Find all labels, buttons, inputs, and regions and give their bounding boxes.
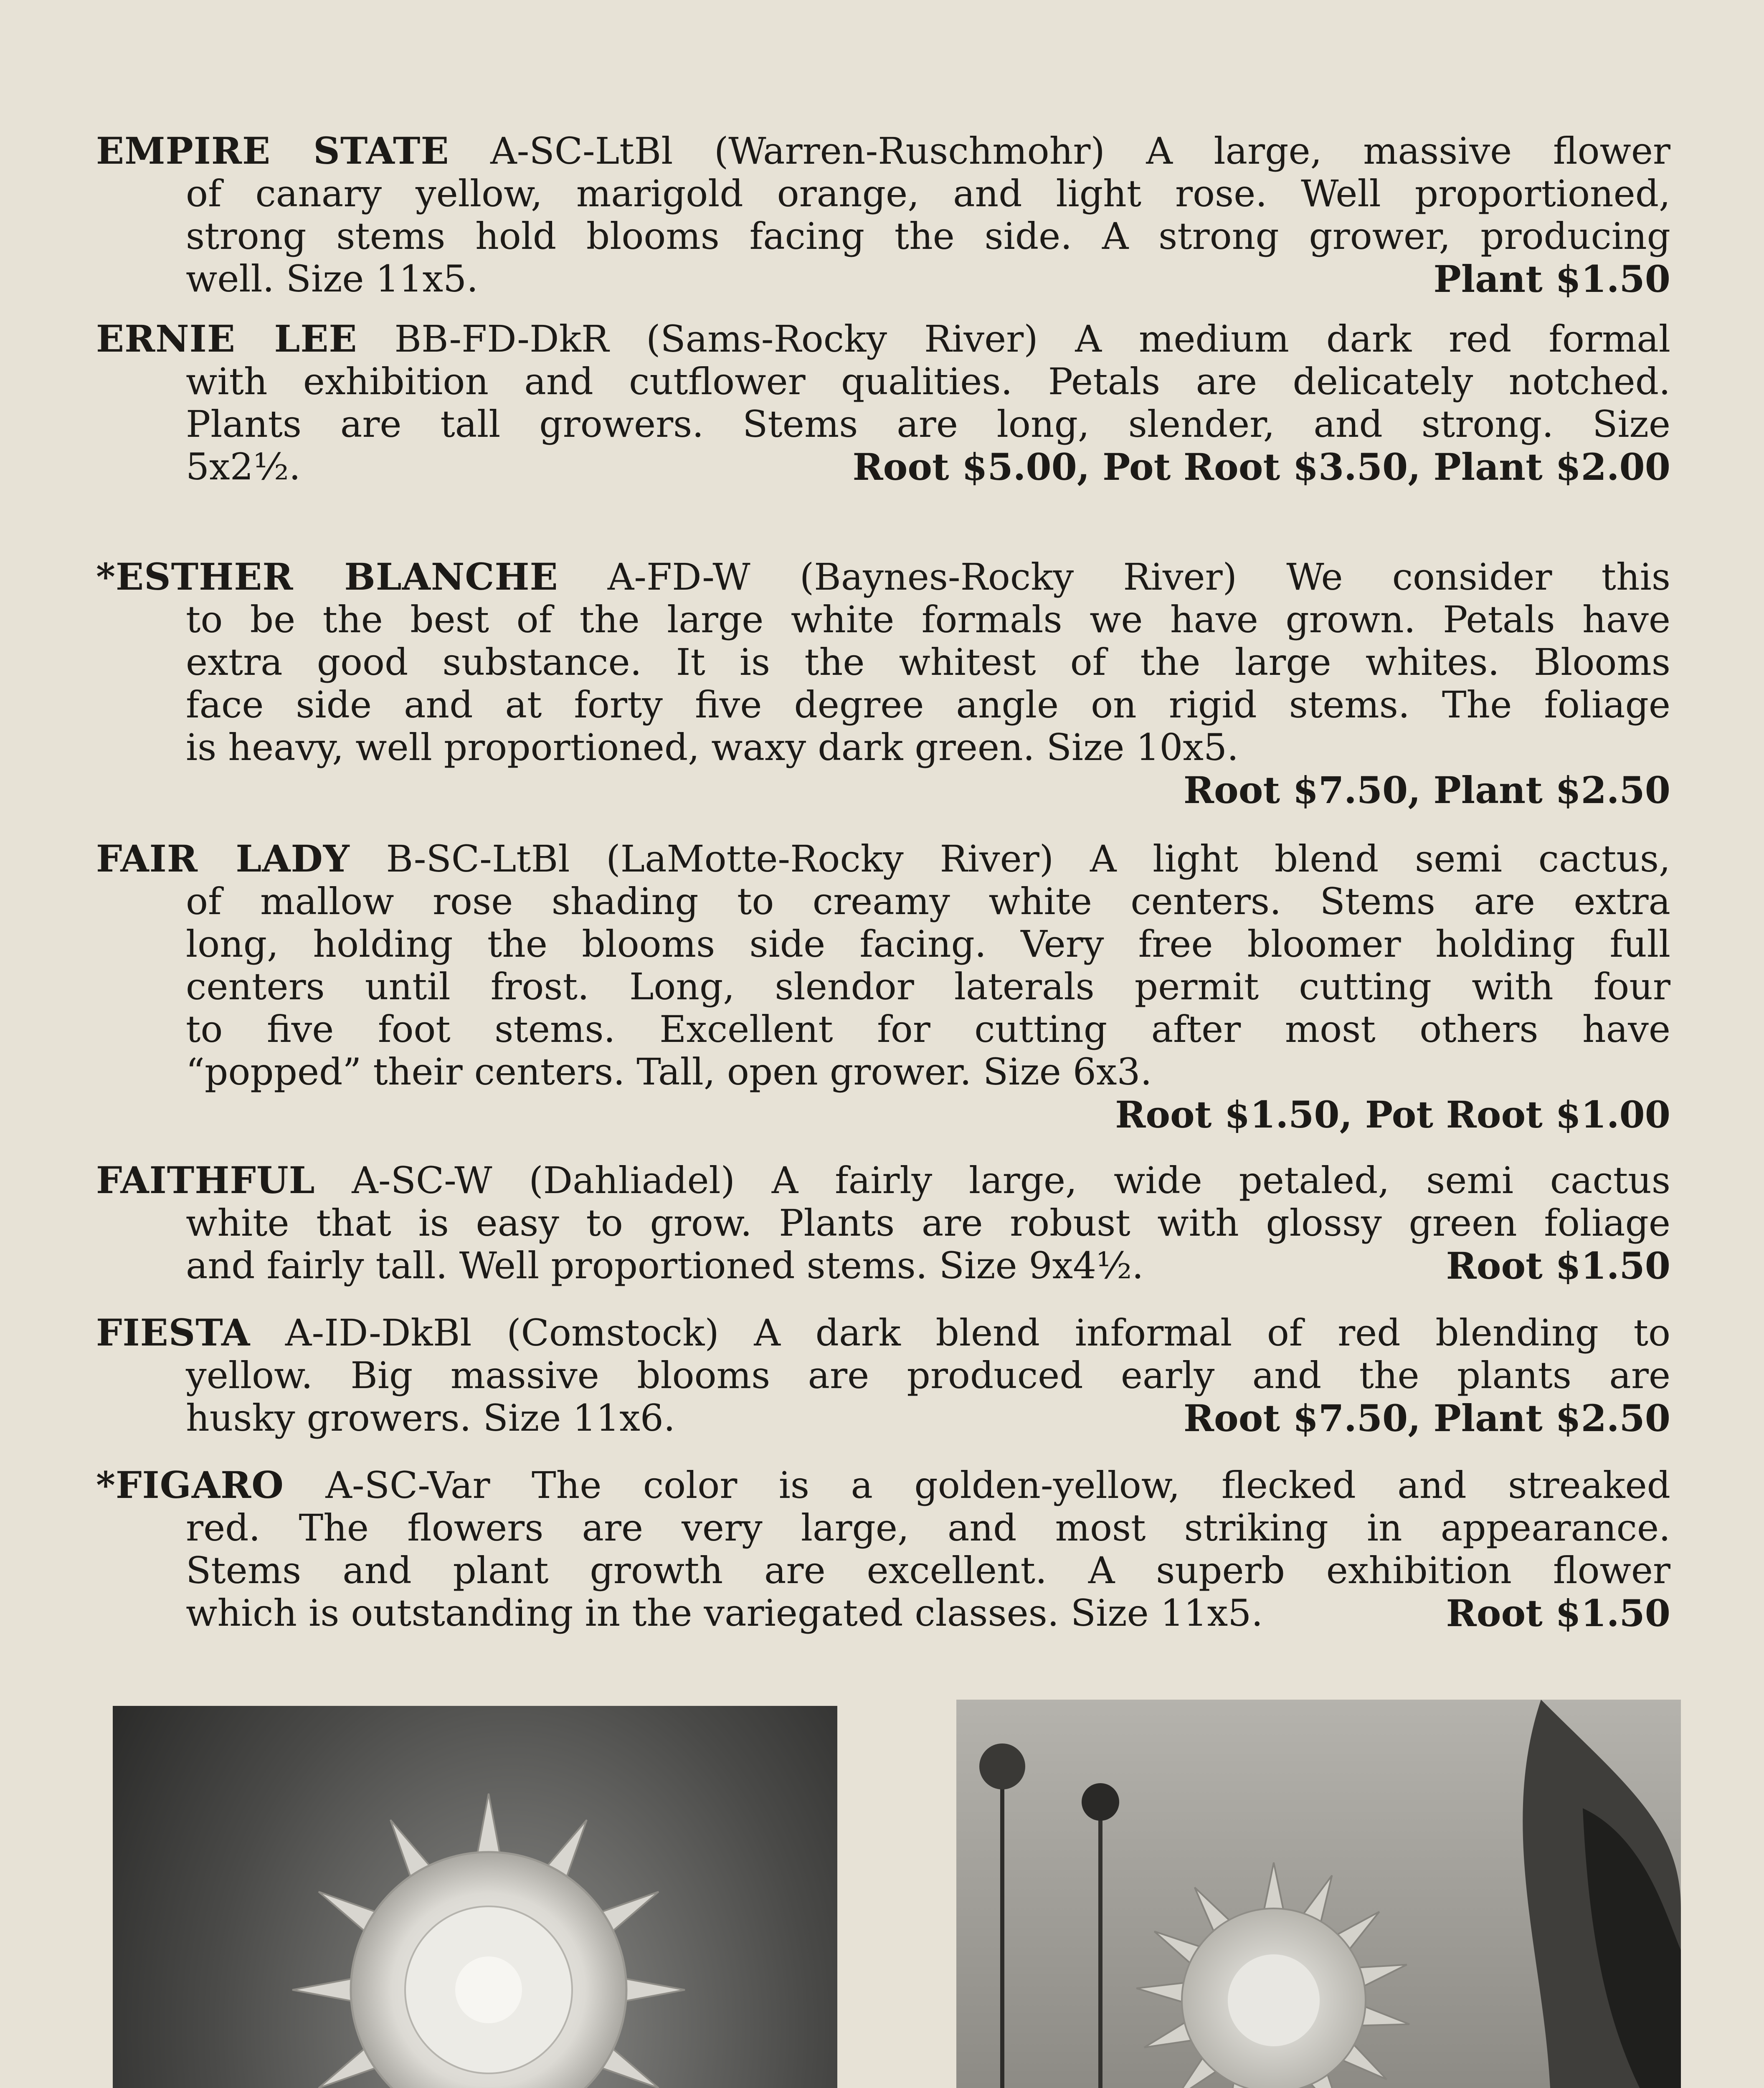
entry-name: *FIGARO	[96, 1463, 284, 1507]
entry-empire-state	[96, 129, 1670, 300]
entry-name: FAITHFUL	[96, 1158, 315, 1202]
dahlia-white-formal-image	[113, 1706, 837, 2088]
entry-fiesta	[96, 1311, 1670, 1439]
entry-text: red. The flowers are very large, and most striking in appearance.	[186, 1506, 1670, 1549]
entry-name: ERNIE LEE	[96, 317, 357, 360]
entry-text: centers until frost. Long, slendor laterals permit cutting with four	[186, 965, 1670, 1008]
entry-text: long, holding the blooms side facing. Very free bloomer holding full	[186, 922, 1670, 965]
entry-price: Root $5.00, Pot Root $3.50, Plant $2.00	[852, 445, 1670, 489]
entry-text: extra good substance. It is the whitest of the large whites. Blooms	[186, 641, 1670, 684]
entry-fair-lady	[96, 837, 1670, 1136]
entry-text: strong stems hold blooms facing the side. A strong grower, producing	[186, 215, 1670, 258]
entry-text: “popped” their centers. Tall, open grower. Size 6x3.	[186, 1050, 1152, 1093]
entry-text: A-SC-LtBl (Warren-Ruschmohr) A large, massive flower	[449, 129, 1670, 172]
entry-text: to be the best of the large white formals we have grown. Petals have	[186, 598, 1670, 641]
entry-text: which is outstanding in the variegated classes. Size 11x5.	[186, 1591, 1263, 1634]
entry-name: FAIR LADY	[96, 837, 350, 880]
dahlia-semi-cactus-image	[956, 1700, 1681, 2088]
entry-price: Root $7.50, Plant $2.50	[1183, 768, 1670, 812]
entry-price: Plant $1.50	[1433, 257, 1670, 301]
entry-text: to five foot stems. Excellent for cutting after most others have	[186, 1008, 1670, 1051]
entry-name: FIESTA	[96, 1311, 251, 1354]
entry-text: husky growers. Size 11x6.	[186, 1396, 675, 1439]
entry-price: Root $1.50, Pot Root $1.00	[1115, 1093, 1670, 1136]
entry-ernie-lee	[96, 317, 1670, 488]
entry-text: white that is easy to grow. Plants are robust with glossy green foliage	[186, 1201, 1670, 1244]
entry-price: Root $1.50	[1446, 1591, 1670, 1635]
entry-esther-blanche	[96, 555, 1670, 811]
entry-text: Plants are tall growers. Stems are long, slender, and strong. Size	[186, 403, 1670, 446]
entry-text: is heavy, well proportioned, waxy dark green. Size 10x5.	[186, 726, 1239, 769]
entry-text: A-ID-DkBl (Comstock) A dark blend informal of red blending to	[250, 1311, 1670, 1354]
entry-text: BB-FD-DkR (Sams-Rocky River) A medium dark red formal	[357, 317, 1671, 360]
entry-text: B-SC-LtBl (LaMotte-Rocky River) A light blend semi cactus,	[350, 837, 1670, 880]
entry-text: of mallow rose shading to creamy white centers. Stems are extra	[186, 880, 1670, 923]
entry-text: Stems and plant growth are excellent. A superb exhibition flower	[186, 1549, 1670, 1592]
entry-text: with exhibition and cutflower qualities. Petals are delicately notched.	[186, 360, 1670, 403]
esther-blanche-photo	[113, 1706, 837, 2088]
entry-text: A-SC-Var The color is a golden-yellow, flecked and streaked	[284, 1464, 1670, 1507]
entry-name: EMPIRE STATE	[96, 129, 449, 172]
entry-text: face side and at forty five degree angle on rigid stems. The foliage	[186, 683, 1670, 726]
entry-figaro	[96, 1464, 1670, 1634]
entry-text: of canary yellow, marigold orange, and light rose. Well proportioned,	[186, 172, 1670, 215]
entry-text: and fairly tall. Well proportioned stems. Size 9x4½.	[186, 1244, 1144, 1287]
entry-text: A-SC-W (Dahliadel) A fairly large, wide petaled, semi cactus	[315, 1159, 1670, 1202]
entry-text: A-FD-W (Baynes-Rocky River) We consider this	[558, 555, 1671, 598]
fair-lady-photo	[956, 1700, 1681, 2088]
entry-text: 5x2½.	[186, 445, 301, 488]
entry-name: *ESTHER BLANCHE	[96, 555, 558, 598]
entry-faithful	[96, 1159, 1670, 1287]
entry-text: yellow. Big massive blooms are produced early and the plants are	[186, 1354, 1670, 1397]
entry-price: Root $1.50	[1446, 1244, 1670, 1287]
entry-price: Root $7.50, Plant $2.50	[1183, 1396, 1670, 1440]
entry-text: well. Size 11x5.	[186, 257, 479, 300]
